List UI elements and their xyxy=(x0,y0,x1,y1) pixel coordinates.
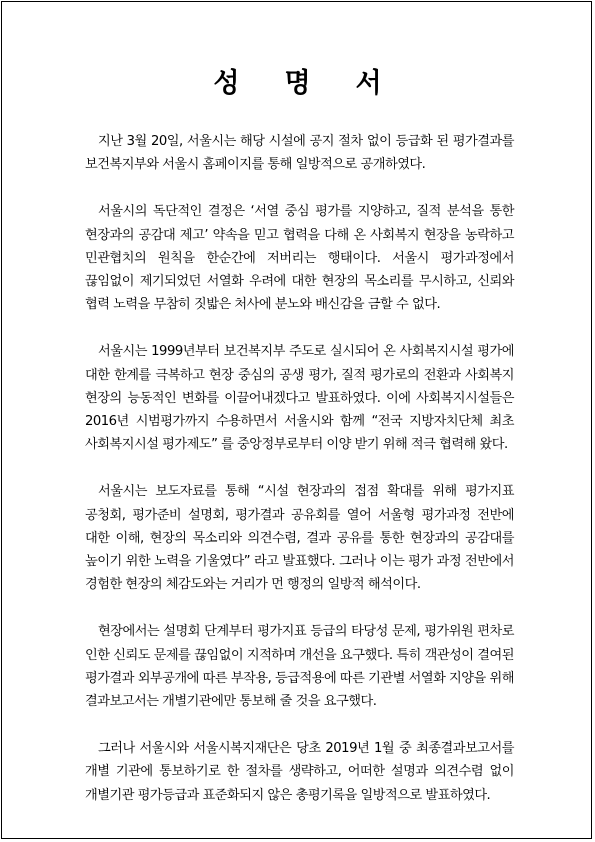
paragraph-5: 현장에서는 설명회 단계부터 평가지표 등급의 타당성 문제, 평가위원 편차로 인한 신뢰도 문제를 끊임없이 지적하며 개선을 요구했다. 특히 객관성이 결여된 평가결과 외부공개에 따른 부작용, 등급적용에 따른 기관별 서열화 지양을 위해 결과보고서는 개별기관에만 통보해 줄 것을 요구했다. xyxy=(85,624,514,710)
paragraph-1: 지난 3월 20일, 서울시는 해당 시설에 공지 절차 없이 등급화 된 평가결과를 보건복지부와 서울시 홈페이지를 통해 일방적으로 공개하였다. xyxy=(85,134,514,173)
paragraph-2: 서울시의 독단적인 결정은 ‘서열 중심 평가를 지양하고, 질적 분석을 통한 현장과의 공감대 제고’ 약속을 믿고 협력을 다해 온 사회복지 현장을 농락하고 민관협치의 원칙을 한순간에 저버리는 행태이다. 서울시 평가과정에서 끊임없이 제기되었던 서열화 우려에 대한 현장의 목소리를 무시하고, 신뢰와 협력 노력을 무참히 짓밟은 처사에 분노와 배신감을 금할 수 없다. xyxy=(85,204,514,313)
paragraph-6: 그러나 서울시와 서울시복지재단은 당초 2019년 1월 중 최종결과보고서를 개별 기관에 통보하기로 한 절차를 생략하고, 어떠한 설명과 의견수렴 없이 개별기관 평가등급과 표준화되지 않은 총평기록을 일방적으로 발표하였다. xyxy=(85,741,514,803)
paragraph-3: 서울시는 1999년부터 보건복지부 주도로 실시되어 온 사회복지시설 평가에 대한 한계를 극복하고 현장 중심의 공생 평가, 질적 평가로의 전환과 사회복지 현장의 능동적인 변화를 이끌어내겠다고 발표하였다. 이에 사회복지시설들은 2016년 시범평가까지 수용하면서 서울시와 함께 “전국 지방자치단체 최초 사회복지시설 평가제도” 를 중앙정부로부터 이양 받기 위해 적극 협력해 왔다. xyxy=(85,344,514,453)
document-title: 성명서 xyxy=(213,68,427,99)
document-body xyxy=(85,130,514,831)
paragraph-4: 서울시는 보도자료를 통해 “시설 현장과의 접점 확대를 위해 평가지표 공청회, 평가준비 설명회, 평가결과 공유회를 열어 서울형 평가과정 전반에 대한 이해, 현장의 목소리와 의견수렴, 결과 공유를 통한 현장과의 공감대를 높이기 위한 노력을 기울였다” 라고 발표했다. 그러나 이는 평가 과정 전반에서 경험한 현장의 체감도와는 거리가 먼 행정의 일방적 해석이다. xyxy=(85,484,514,593)
